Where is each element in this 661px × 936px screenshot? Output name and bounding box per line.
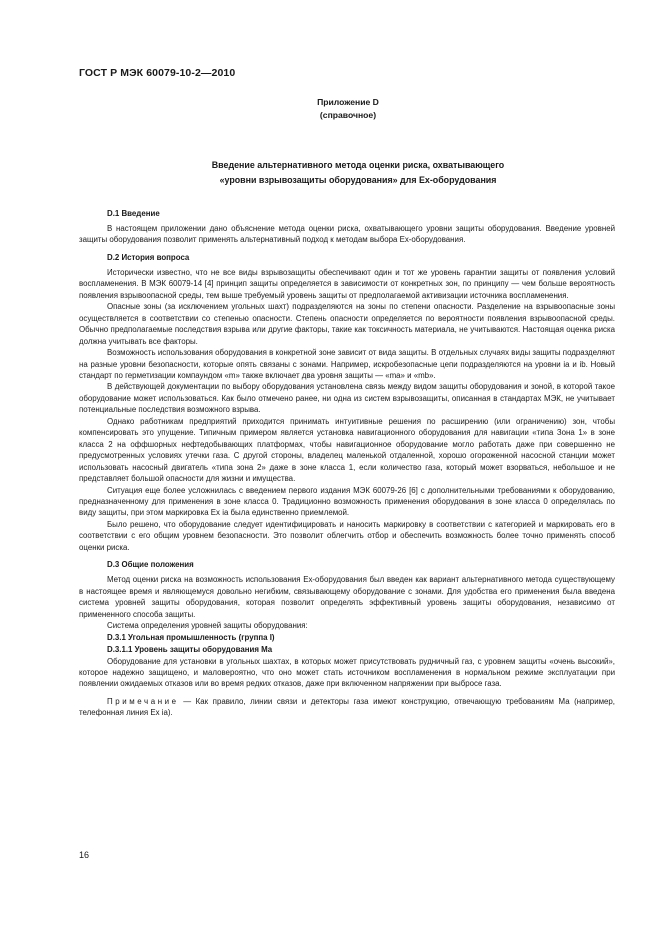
paragraph: Опасные зоны (за исключением угольных шахт) подразделяются на зоны по степени опасности. Разделение на взрывоопасные зоны осуществляется в соответствии со степенью опасности. Степень опасности определяется по вероятности появления взрывоопасной среды. Обычно предполагаемые последствия взрыва или другие факторы, такие как токсичность материала, не учитываются. Настоящая оценка риска должна учитывать все факторы.	[79, 302, 615, 346]
paragraph: В действующей документации по выбору оборудования установлена связь между видом защиты оборудования и зоной, в которой такое оборудование может использоваться. Как было отмечено ранее, ни одна из систем взрывозащиты, описанная в стандартах МЭК, не учитывает потенциальные последствия возможного взрыва.	[79, 382, 615, 415]
appendix-title: Приложение D	[317, 97, 379, 107]
paragraph: Однако работникам предприятий приходится принимать интуитивные решения по расширению (или ограничению) зон, чтобы компенсировать это упущение. Типичным примером является установка навигационного оборудования для навигации «типа Зона 1» в зоне класса 2 на оффшорных нефтедобывающих платформах, чтобы навигационное оборудование могло работать даже при совершенно не предусмотренных условиях утечки газа. С другой стороны, владелец маленькой отдаленной, хорошо огороженной насосной станции может использовать насосный двигатель «типа зона 2» даже в зоне класса 1, если количество газа, который может взорваться, небольшое и не представляет большой опасности для жизни и имущества.	[79, 416, 615, 484]
note-paragraph	[79, 696, 615, 719]
document-title	[110, 158, 606, 188]
section-heading-d1: D.1 Введение	[107, 209, 160, 218]
section-heading-d3: D.3 Общие положения	[107, 560, 194, 570]
paragraph: Ситуация еще более усложнилась с введением первого издания МЭК 60079-26 [6] с дополнительными требованиями к оборудованию, предназначенному для применения в зоне класса 0. Традиционно возможность применения оборудования в зоне класса 0 определялась по виду защиты, при этом маркировка Ех ia была единственно приемлемой.	[79, 485, 615, 518]
paragraph: Исторически известно, что не все виды взрывозащиты обеспечивают один и тот же уровень гарантии защиты от появления условий воспламенения. В МЭК 60079-14 [4] принцип защиты определяется в зависимости от конкретных зон, по принципу — чем больше вероятность появления взрывоопасной среды, тем выше требуемый уровень защиты от предполагаемой активизации источника воспламенения.	[79, 267, 615, 300]
note-label: Примечание	[107, 696, 179, 706]
subsection-heading-d311: D.3.1.1 Уровень защиты оборудования Ма	[107, 644, 273, 654]
paragraph: Метод оценки риска на возможность использования Ех-оборудования был введен как вариант альтернативного метода существующему в настоящее время и являющемуся довольно негибким, связывающему оборудование с зонами. Для удобства его применения была введена система уровней защиты оборудования, которая позволит определять эффективный уровень защиты оборудования, независимо от примененного способа защиты.	[79, 575, 615, 619]
standard-header: ГОСТ Р МЭК 60079-10-2—2010	[79, 67, 236, 79]
note-text: — Как правило, линии связи и детекторы газа имеют конструкцию, отвечающую требованиям Ма (например, телефонная линия Ех ia).	[79, 696, 615, 718]
paragraph: В настоящем приложении дано объяснение метода оценки риска, охватывающего уровни защиты оборудования. Введение уровней защиты оборудования позволит применять альтернативный подход к методам выбора Ех-оборудования.	[79, 224, 615, 245]
paragraph: Возможность использования оборудования в конкретной зоне зависит от вида защиты. В отдельных случаях виды защиты подразделяют на разные уровни безопасности, которые опять связаны с зонами. Например, искробезопасные цепи подразделяются на уровни ia и ib. Новый стандарт по герметизации компаундом «m» также включает два уровня защиты — «ma» и «mb».	[79, 348, 615, 380]
title-line-2: «уровни взрывозащиты оборудования» для Ех-оборудования	[219, 175, 497, 185]
section-heading-d2: D.2 История вопроса	[107, 252, 190, 262]
title-line-1: Введение альтернативного метода оценки риска, охватывающего	[211, 160, 505, 170]
paragraph: Оборудование для установки в угольных шахтах, в которых может присутствовать рудничный газ, с уровнем защиты «очень высокий», которое надежно защищено, и маловероятно, что оно может стать источником воспламенения в нормальном режиме эксплуатации при появлении ожидаемых отказов или во время редких отказов, даже при включенном напряжении при выбросе газа.	[79, 656, 615, 689]
appendix-type: (справочное)	[319, 110, 377, 120]
page-number: 16	[79, 850, 90, 860]
document-body	[79, 208, 615, 719]
paragraph: Было решено, что оборудование следует идентифицировать и наносить маркировку в соответствии с категорией и маркировать его в соответствии с его общим уровнем безопасности. Это позволит облегчить отбор и обеспечить возможность более точно применять способ оценки риска.	[79, 519, 615, 552]
subsection-heading-d31: D.3.1 Угольная промышленность (группа I)	[107, 632, 275, 642]
appendix-heading	[300, 96, 396, 122]
paragraph: Система определения уровней защиты оборудования:	[107, 621, 308, 631]
